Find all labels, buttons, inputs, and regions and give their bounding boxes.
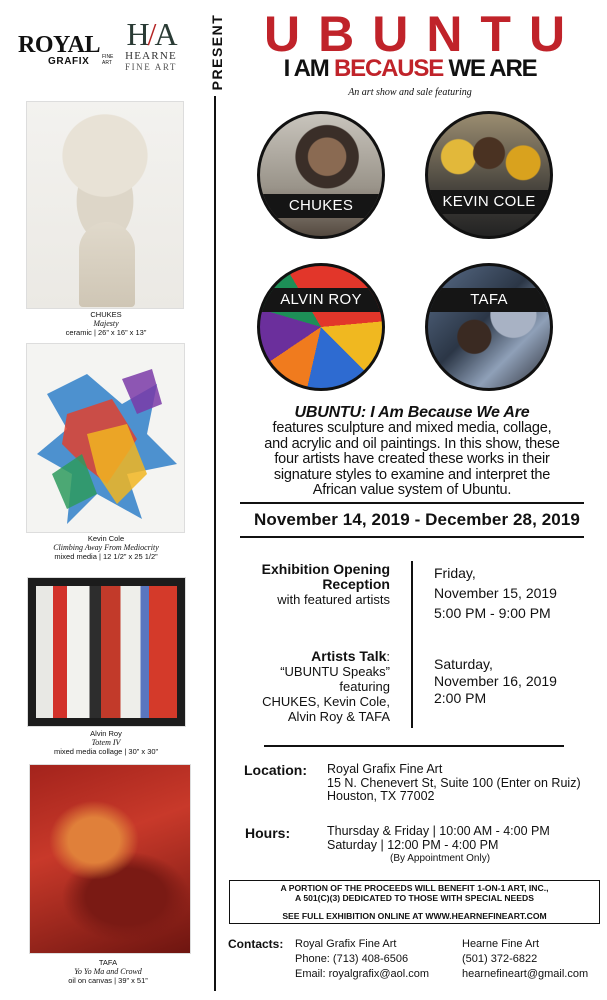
opening-reception-title: Exhibition Opening Reception with featured artists <box>261 561 390 607</box>
artwork-caption: Kevin Cole Climbing Away From Mediocrity mixed media | 12 1/2” x 25 1/2” <box>53 534 159 561</box>
royal-logo-word: ROYAL <box>18 32 100 58</box>
present-label: PRESENT <box>209 13 225 91</box>
website-link[interactable]: SEE FULL EXHIBITION ONLINE AT WWW.HEARNEFINEART.COM <box>282 911 547 921</box>
show-description <box>232 404 592 499</box>
artists-talk-schedule: Saturday, November 16, 2019 2:00 PM <box>434 656 557 706</box>
vertical-divider <box>214 96 216 991</box>
artist-portrait-alvin-roy <box>257 263 385 391</box>
email-link[interactable]: hearnefineart@gmail.com <box>462 968 589 980</box>
artwork-caption: CHUKES Majesty ceramic | 26” x 16” x 13” <box>65 310 147 337</box>
location-address: Royal Grafix Fine Art 15 N. Chenevert St, Suite 100 (Enter on Ruiz) Houston, TX 77002 <box>327 762 581 803</box>
appointment-note: (By Appointment Only) <box>390 853 491 864</box>
royal-fine-art-small: FINE ART <box>102 54 114 66</box>
artist-name-band: KEVIN COLE <box>428 190 550 214</box>
artwork-caption: Alvin Roy Totem IV mixed media collage | 30” x 30” <box>53 729 159 756</box>
divider <box>240 536 584 538</box>
hearne-logo-word: HEARNE <box>125 50 177 62</box>
tagline-highlight: BECAUSE <box>334 55 443 82</box>
event-divider <box>411 561 413 728</box>
artwork-image-climbing-away <box>26 343 185 533</box>
description-line: signature styles to examine and interpret the <box>273 466 551 483</box>
description-line: four artists have created these works in their <box>274 451 550 467</box>
email-link[interactable]: Email: royalgrafix@aol.com <box>295 968 430 980</box>
description-title: UBUNTU: I Am Because We Are <box>294 404 530 421</box>
exhibition-dates: November 14, 2019 - December 28, 2019 <box>254 510 580 529</box>
benefit-notice: A PORTION OF THE PROCEEDS WILL BENEFIT 1-ON-1 ART, INC., A 501(C)(3) DEDICATED TO THOSE WITH SPECIAL NEEDS SEE FULL EXHIBITION ONLINE AT WWW.HEARNEFINEART.COM <box>229 880 600 924</box>
contact-hearne: Hearne Fine Art (501) 372-6822 hearnefineart@gmail.com <box>462 938 589 980</box>
tagline: I AM BECAUSE WE ARE <box>283 55 537 82</box>
hearne-fine-art-logo <box>118 18 184 76</box>
royal-grafix-logo <box>18 32 114 68</box>
artist-portrait-tafa <box>425 263 553 391</box>
phone-link[interactable]: Phone: (713) 408-6506 <box>295 953 409 965</box>
description-line: African value system of Ubuntu. <box>312 482 512 498</box>
artist-portrait-kevin-cole <box>425 111 553 239</box>
contacts-label: Contacts: <box>228 937 284 951</box>
page-title: UBUNTU <box>264 6 584 62</box>
divider <box>240 502 584 504</box>
artist-name-band: ALVIN ROY <box>260 288 382 312</box>
artist-name-band: CHUKES <box>260 194 382 218</box>
artist-portrait-chukes <box>257 111 385 239</box>
artwork-image-totem-iv <box>27 577 186 727</box>
grafix-logo-word: GRAFIX <box>48 56 90 67</box>
artwork-image-yo-yo-ma <box>29 764 191 954</box>
location-label: Location: <box>244 762 307 778</box>
artwork-image-majesty <box>26 101 184 309</box>
opening-reception-schedule: Friday, November 15, 2019 5:00 PM - 9:00 PM <box>434 565 557 621</box>
description-line: and acrylic and oil paintings. In this show, these <box>264 435 560 452</box>
hours-schedule: Thursday & Friday | 10:00 AM - 4:00 PM Saturday | 12:00 PM - 4:00 PM <box>327 824 550 852</box>
contact-royal-grafix: Royal Grafix Fine Art Phone: (713) 408-6506 Email: royalgrafix@aol.com <box>295 938 430 980</box>
hearne-logo-sub: FINE ART <box>124 62 177 72</box>
phone-link[interactable]: (501) 372-6822 <box>462 953 538 965</box>
artist-name-band: TAFA <box>428 288 550 312</box>
ha-monogram: H/A <box>126 16 176 52</box>
hours-label: Hours: <box>245 825 291 841</box>
description-line: features sculpture and mixed media, collage, <box>272 420 552 436</box>
show-intro-line: An art show and sale featuring <box>348 87 472 98</box>
artists-talk-title: Artists Talk: “UBUNTU Speaks” featuring CHUKES, Kevin Cole, Alvin Roy & TAFA <box>262 648 390 724</box>
artwork-caption: TAFA Yo Yo Ma and Crowd oil on canvas | 39” x 51” <box>68 958 148 985</box>
divider <box>264 745 564 747</box>
